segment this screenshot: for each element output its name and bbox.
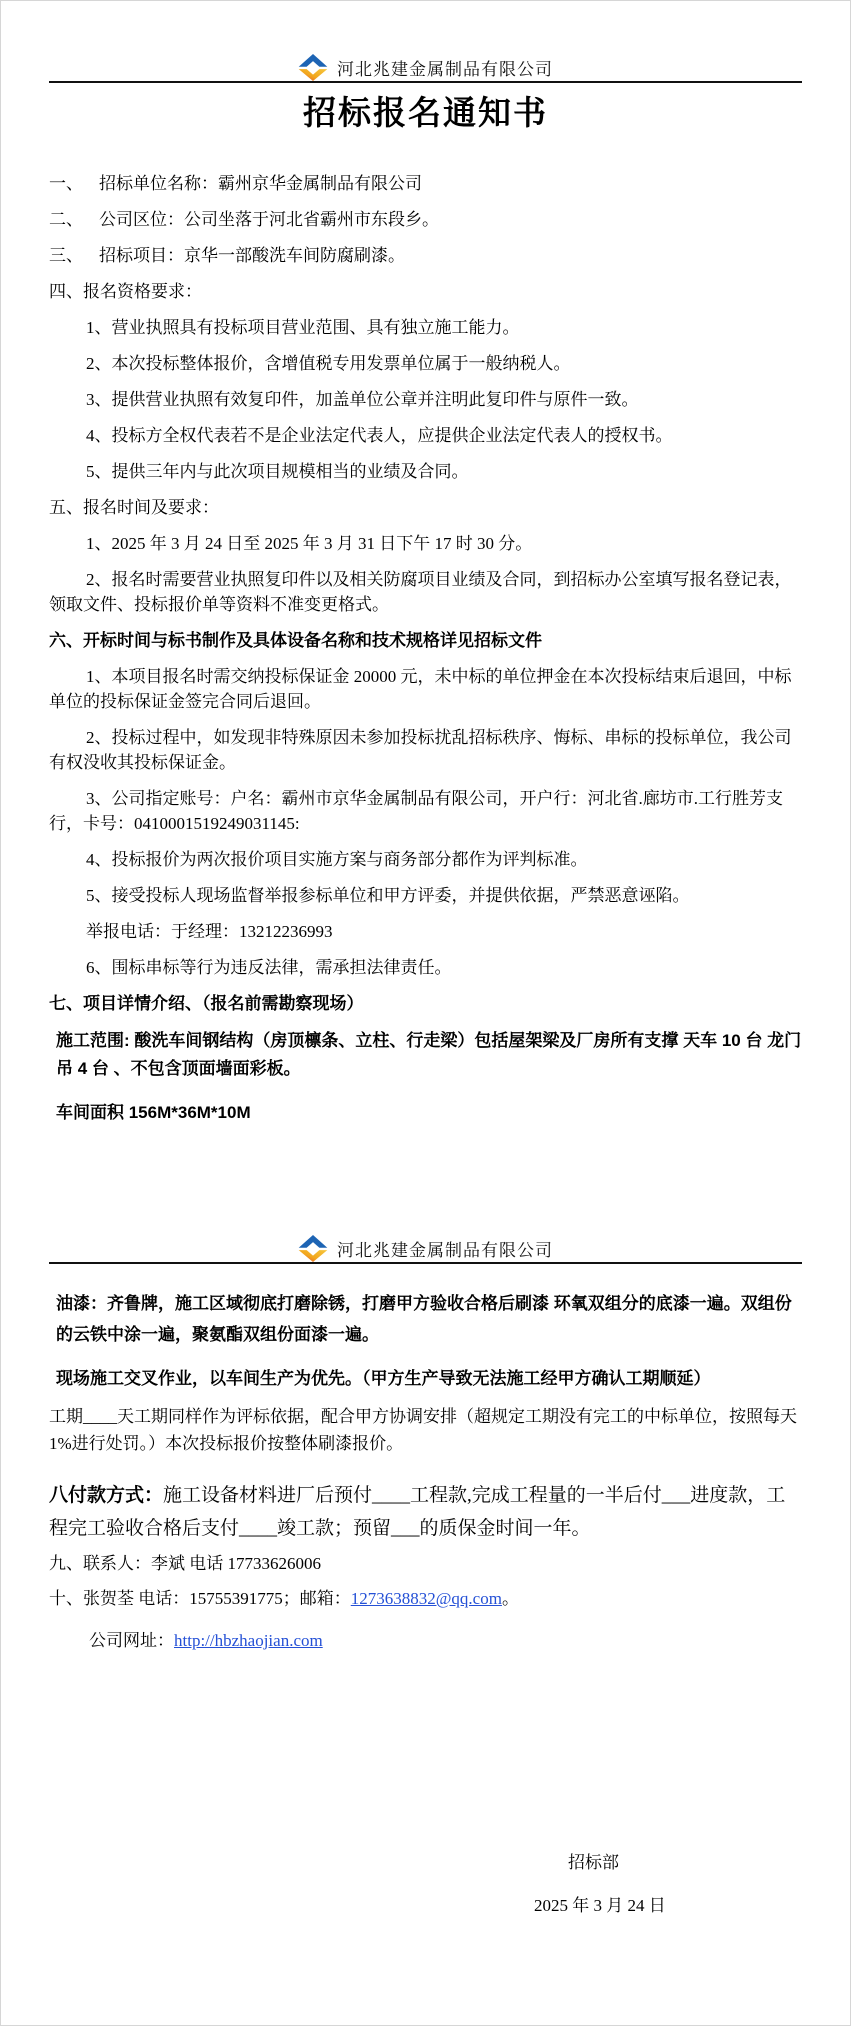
site-work-note: 现场施工交叉作业，以车间生产为优先。（甲方生产导致无法施工经甲方确认工期顺延） bbox=[56, 1369, 711, 1388]
section6-sub-5: 5、接受投标人现场监督举报参标单位和甲方评委，并提供依据，严禁恶意诬陷。 bbox=[86, 886, 690, 905]
header-divider bbox=[49, 81, 802, 83]
item-2-text: 公司区位：公司坐落于河北省霸州市东段乡。 bbox=[99, 210, 439, 229]
report-hotline: 举报电话：于经理：13212236993 bbox=[86, 922, 333, 941]
company-website-row bbox=[49, 1628, 802, 1653]
payment-label: 八付款方式： bbox=[49, 1485, 164, 1506]
company-logo-icon bbox=[298, 1235, 328, 1262]
email-link[interactable]: 1273638832@qq.com bbox=[350, 1589, 502, 1608]
item-1 bbox=[49, 171, 802, 196]
company-name: 河北兆建金属制品有限公司 bbox=[337, 59, 553, 79]
section4-sub-5: 5、提供三年内与此次项目规模相当的业绩及合同。 bbox=[86, 462, 469, 481]
section4-sub-4: 4、投标方全权代表若不是企业法定代表人，应提供企业法定代表人的授权书。 bbox=[86, 426, 673, 445]
document-title: 招标报名通知书 bbox=[303, 96, 548, 132]
signature-department: 招标部 bbox=[568, 1853, 619, 1872]
section6-heading: 六、开标时间与标书制作及具体设备名称和技术规格详见招标文件 bbox=[49, 631, 542, 650]
company-name: 河北兆建金属制品有限公司 bbox=[337, 1240, 553, 1260]
contact-2-suffix: 。 bbox=[501, 1589, 519, 1608]
payment-text: 施工设备材料进厂后预付____工程款,完成工程量的一半后付___进度款，工程完工验收合格后支付____竣工款；预留___的质保金时间一年。 bbox=[49, 1485, 786, 1539]
website-link[interactable]: http://hbzhaojian.com bbox=[174, 1631, 323, 1650]
company-logo-icon bbox=[298, 54, 328, 81]
signature-date: 2025 年 3 月 24 日 bbox=[534, 1896, 666, 1915]
section7-heading: 七、项目详情介绍、（报名前需勘察现场） bbox=[49, 994, 364, 1013]
workshop-area: 车间面积 156M*36M*10M bbox=[56, 1103, 251, 1122]
header-divider bbox=[49, 1262, 802, 1264]
section6-sub-3: 3、公司指定账号：户名：霸州市京华金属制品有限公司，开户行：河北省.廊坊市.工行胜芳支行，卡号：0410001519249031145: bbox=[49, 789, 783, 833]
section4-sub-3: 3、提供营业执照有效复印件，加盖单位公章并注明此复印件与原件一致。 bbox=[86, 390, 639, 409]
item-3-number: 三、 bbox=[49, 246, 83, 265]
page1-header bbox=[49, 55, 802, 79]
section6-sub-1: 1、本项目报名时需交纳投标保证金 20000 元，未中标的单位押金在本次投标结束后退回，中标单位的投标保证金签完合同后退回。 bbox=[49, 667, 792, 711]
contact-zhang-hequan bbox=[49, 1586, 802, 1611]
item-3-text: 招标项目：京华一部酸洗车间防腐刷漆。 bbox=[99, 246, 405, 265]
section6-sub-4: 4、投标报价为两次报价项目实施方案与商务部分都作为评判标准。 bbox=[86, 850, 588, 869]
paint-spec: 油漆：齐鲁牌，施工区域彻底打磨除锈，打磨甲方验收合格后刷漆 环氧双组分的底漆一遍。双组份的云铁中涂一遍，聚氨酯双组份面漆一遍。 bbox=[56, 1294, 792, 1344]
item-1-text: 招标单位名称：霸州京华金属制品有限公司 bbox=[99, 174, 422, 193]
item-3 bbox=[49, 243, 802, 268]
item-2 bbox=[49, 207, 802, 232]
section6-sub-6: 6、围标串标等行为违反法律，需承担法律责任。 bbox=[86, 958, 452, 977]
section5-sub-2: 2、报名时需要营业执照复印件以及相关防腐项目业绩及合同，到招标办公室填写报名登记表，领取文件、投标报价单等资料不准变更格式。 bbox=[49, 570, 792, 614]
payment-terms bbox=[49, 1479, 802, 1545]
section5-sub-1: 1、2025 年 3 月 24 日至 2025 年 3 月 31 日下午 17 时 30 分。 bbox=[86, 534, 533, 553]
section5-heading: 五、报名时间及要求： bbox=[49, 498, 219, 517]
section6-sub-2: 2、投标过程中，如发现非特殊原因未参加投标扰乱招标秩序、悔标、串标的投标单位，我公司有权没收其投标保证金。 bbox=[49, 728, 792, 772]
page2-header bbox=[49, 1236, 802, 1260]
section4-heading: 四、报名资格要求： bbox=[49, 282, 202, 301]
section4-sub-2: 2、本次投标整体报价，含增值税专用发票单位属于一般纳税人。 bbox=[86, 354, 571, 373]
item-1-number: 一、 bbox=[49, 174, 83, 193]
page-break-spacer bbox=[49, 1127, 802, 1236]
website-label: 公司网址： bbox=[89, 1631, 174, 1650]
contact-2-text: 十、张贺荃 电话：15755391775；邮箱： bbox=[49, 1589, 351, 1608]
duration-terms: 工期____天工期同样作为评标依据，配合甲方协调安排（超规定工期没有完工的中标单位，按照每天 1%进行处罚。）本次投标报价按整体刷漆报价。 bbox=[49, 1407, 797, 1453]
item-2-number: 二、 bbox=[49, 210, 83, 229]
construction-scope: 施工范围: 酸洗车间钢结构（房顶檩条、立柱、行走梁）包括屋架梁及厂房所有支撑 天车 10 台 龙门吊 4 台 、不包含顶面墙面彩板。 bbox=[56, 1031, 802, 1078]
section4-sub-1: 1、营业执照具有投标项目营业范围、具有独立施工能力。 bbox=[86, 318, 520, 337]
contact-li-bin: 九、联系人：李斌 电话 17733626006 bbox=[49, 1554, 321, 1573]
